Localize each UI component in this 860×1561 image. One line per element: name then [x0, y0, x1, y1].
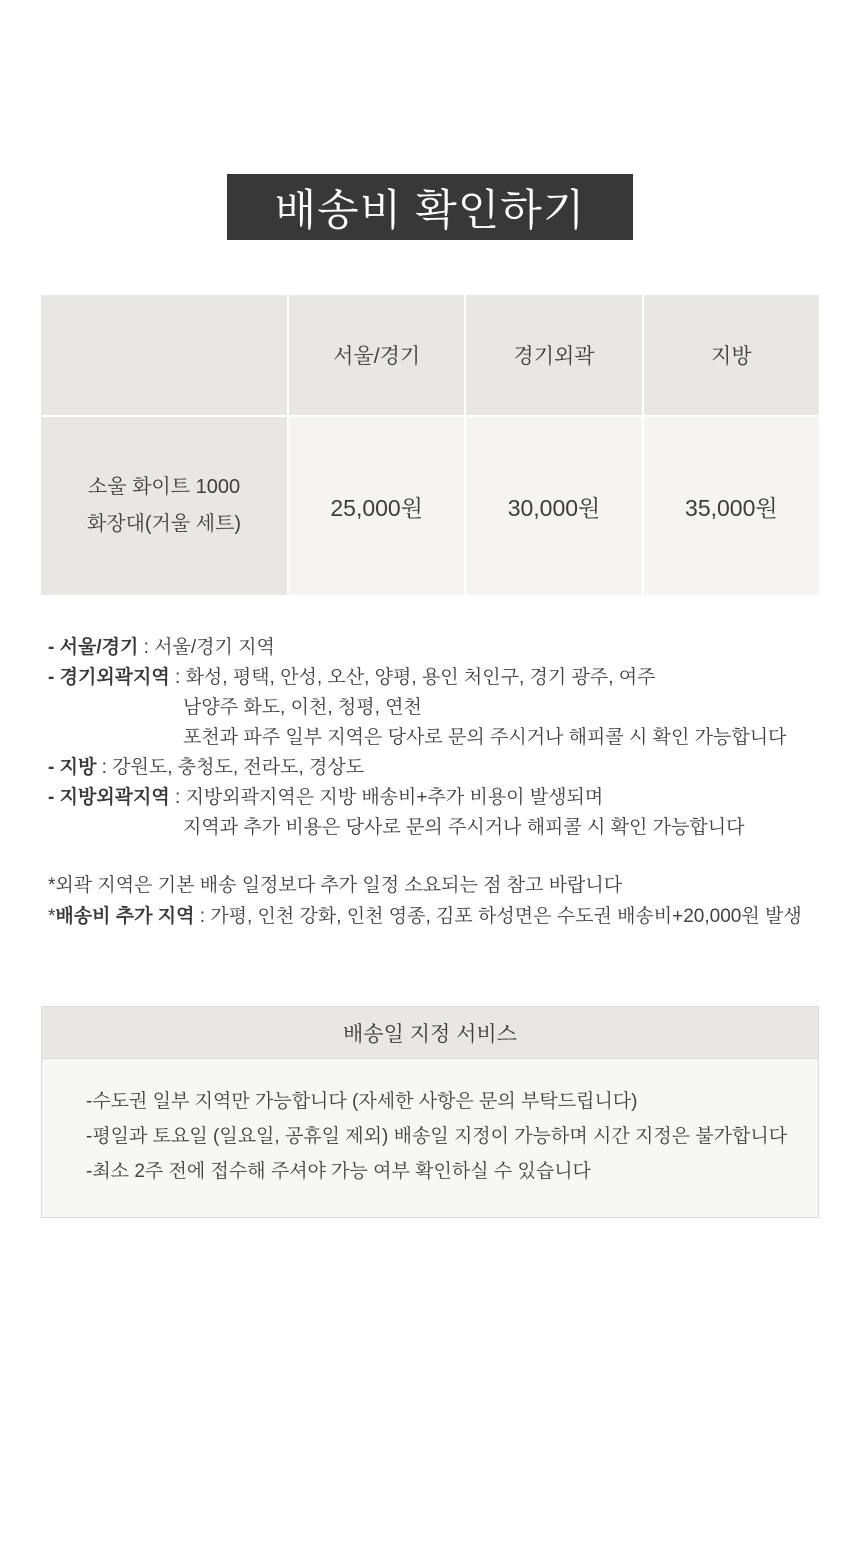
shipping-fee-table — [41, 295, 819, 595]
shipping-fee-title-banner — [227, 174, 633, 240]
note-label: - 서울/경기 — [48, 637, 139, 658]
warning-text: : 가평, 인천 강화, 인천 영종, 김포 하성면은 수도권 배송비+20,000원 발생 — [194, 906, 802, 927]
warning-extra-fee-regions — [48, 901, 819, 932]
service-line-2: -평일과 토요일 (일요일, 공휴일 제외) 배송일 지정이 가능하며 시간 지정은 불가합니다 — [86, 1126, 788, 1147]
note-province-outskirts-cont1: 지역과 추가 비용은 당사로 문의 주시거나 해피콜 시 확인 가능합니다 — [183, 817, 745, 838]
price-province: 35,000원 — [644, 417, 819, 595]
price-seoul-gyeonggi: 25,000원 — [289, 417, 464, 595]
product-name-cell — [41, 417, 287, 595]
service-box-header — [42, 1007, 818, 1059]
warning-star: * — [48, 875, 56, 896]
content-area — [41, 295, 819, 1218]
service-line-1: -수도권 일부 지역만 가능합니다 (자세한 사항은 문의 부탁드립니다) — [86, 1091, 638, 1112]
column-header-gyeonggi-outskirts: 경기외곽 — [466, 295, 641, 415]
note-gyeonggi-outskirts-cont1: 남양주 화도, 이천, 청평, 연천 — [183, 697, 422, 718]
column-header-seoul-gyeonggi: 서울/경기 — [289, 295, 464, 415]
product-name-line1: 소울 화이트 1000 — [87, 476, 241, 498]
note-text: 서울/경기 지역 — [154, 637, 275, 658]
note-text: 강원도, 충청도, 전라도, 경상도 — [112, 757, 365, 778]
note-gyeonggi-outskirts — [48, 663, 819, 693]
warning-outskirts-schedule — [48, 870, 819, 901]
note-separator: : — [169, 667, 186, 688]
note-label: - 지방외곽지역 — [48, 787, 170, 808]
region-notes — [41, 633, 819, 843]
warning-text: 외곽 지역은 기본 배송 일정보다 추가 일정 소요되는 점 참고 바랍니다 — [55, 875, 623, 896]
service-box-body — [42, 1059, 818, 1217]
warning-notes — [41, 870, 819, 932]
table-corner-cell — [41, 295, 287, 415]
note-text: 화성, 평택, 안성, 오산, 양평, 용인 처인구, 경기 광주, 여주 — [185, 667, 656, 688]
note-province — [48, 753, 819, 783]
column-header-province: 지방 — [644, 295, 819, 415]
warning-star: * — [48, 906, 56, 927]
price-gyeonggi-outskirts: 30,000원 — [466, 417, 641, 595]
note-seoul-gyeonggi — [48, 633, 819, 663]
service-line-3: -최소 2주 전에 접수해 주셔야 가능 여부 확인하실 수 있습니다 — [86, 1161, 591, 1182]
note-label: - 경기외곽지역 — [48, 667, 170, 688]
warning-bold: 배송비 추가 지역 — [55, 906, 195, 927]
note-separator: : — [96, 757, 113, 778]
product-name-line2: 화장대(거울 세트) — [86, 513, 242, 535]
note-separator: : — [169, 787, 186, 808]
page-title: 배송비 확인하기 — [274, 186, 586, 235]
note-gyeonggi-outskirts-cont2: 포천과 파주 일부 지역은 당사로 문의 주시거나 해피콜 시 확인 가능합니다 — [183, 727, 787, 748]
note-separator: : — [138, 637, 155, 658]
note-province-outskirts — [48, 783, 819, 813]
note-text: 지방외곽지역은 지방 배송비+추가 비용이 발생되며 — [185, 787, 604, 808]
service-box-title: 배송일 지정 서비스 — [343, 1022, 517, 1046]
delivery-date-service-box — [41, 1006, 819, 1218]
note-label: - 지방 — [48, 757, 97, 778]
